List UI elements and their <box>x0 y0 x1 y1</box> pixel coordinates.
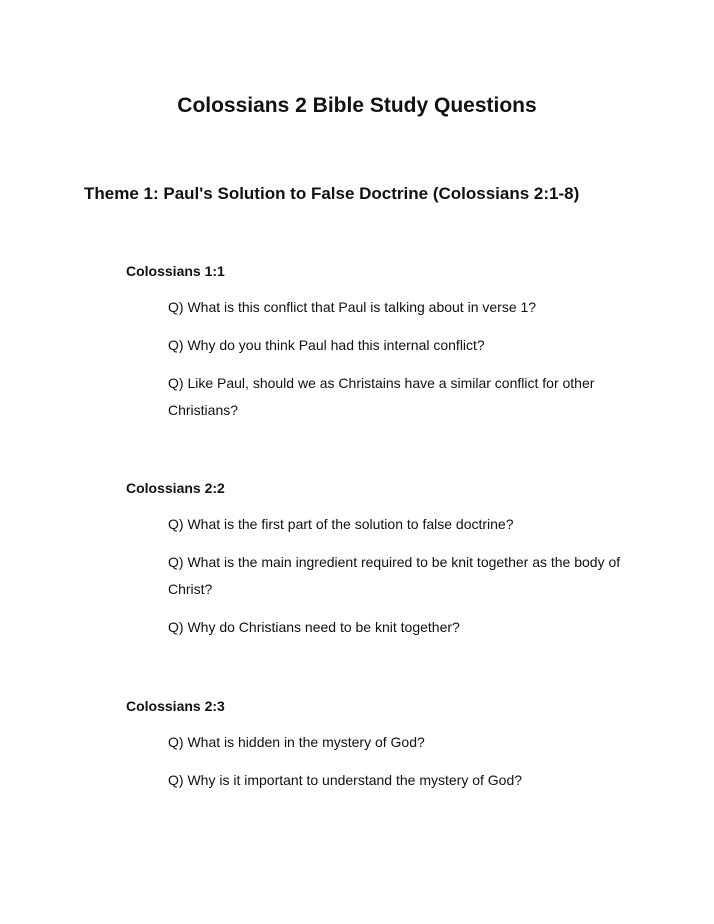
section-colossians-1-1 <box>126 262 646 424</box>
section-heading: Colossians 2:3 <box>126 698 225 714</box>
page-title: Colossians 2 Bible Study Questions <box>177 94 537 117</box>
section-colossians-2-3 <box>126 697 646 794</box>
question-item: Q) Why do you think Paul had this internal conflict? <box>168 337 485 353</box>
question-item: Q) What is hidden in the mystery of God? <box>168 734 425 750</box>
question-item: Q) Why is it important to understand the mystery of God? <box>168 772 523 788</box>
question-item: Q) What is the first part of the solution to false doctrine? <box>168 516 514 532</box>
question-item: Q) What is the main ingredient required to be knit together as the body of Christ? <box>168 554 621 597</box>
question-item: Q) Why do Christians need to be knit together? <box>168 619 460 635</box>
question-list <box>126 729 646 794</box>
section-colossians-2-2 <box>126 479 646 641</box>
theme-heading: Theme 1: Paul's Solution to False Doctrine (Colossians 2:1-8) <box>84 184 580 203</box>
section-heading: Colossians 1:1 <box>126 263 225 279</box>
question-item: Q) What is this conflict that Paul is talking about in verse 1? <box>168 299 537 315</box>
question-list <box>126 511 646 641</box>
question-item: Q) Like Paul, should we as Christains have a similar conflict for other Christians? <box>168 375 595 418</box>
section-heading: Colossians 2:2 <box>126 480 225 496</box>
question-list <box>126 294 646 424</box>
